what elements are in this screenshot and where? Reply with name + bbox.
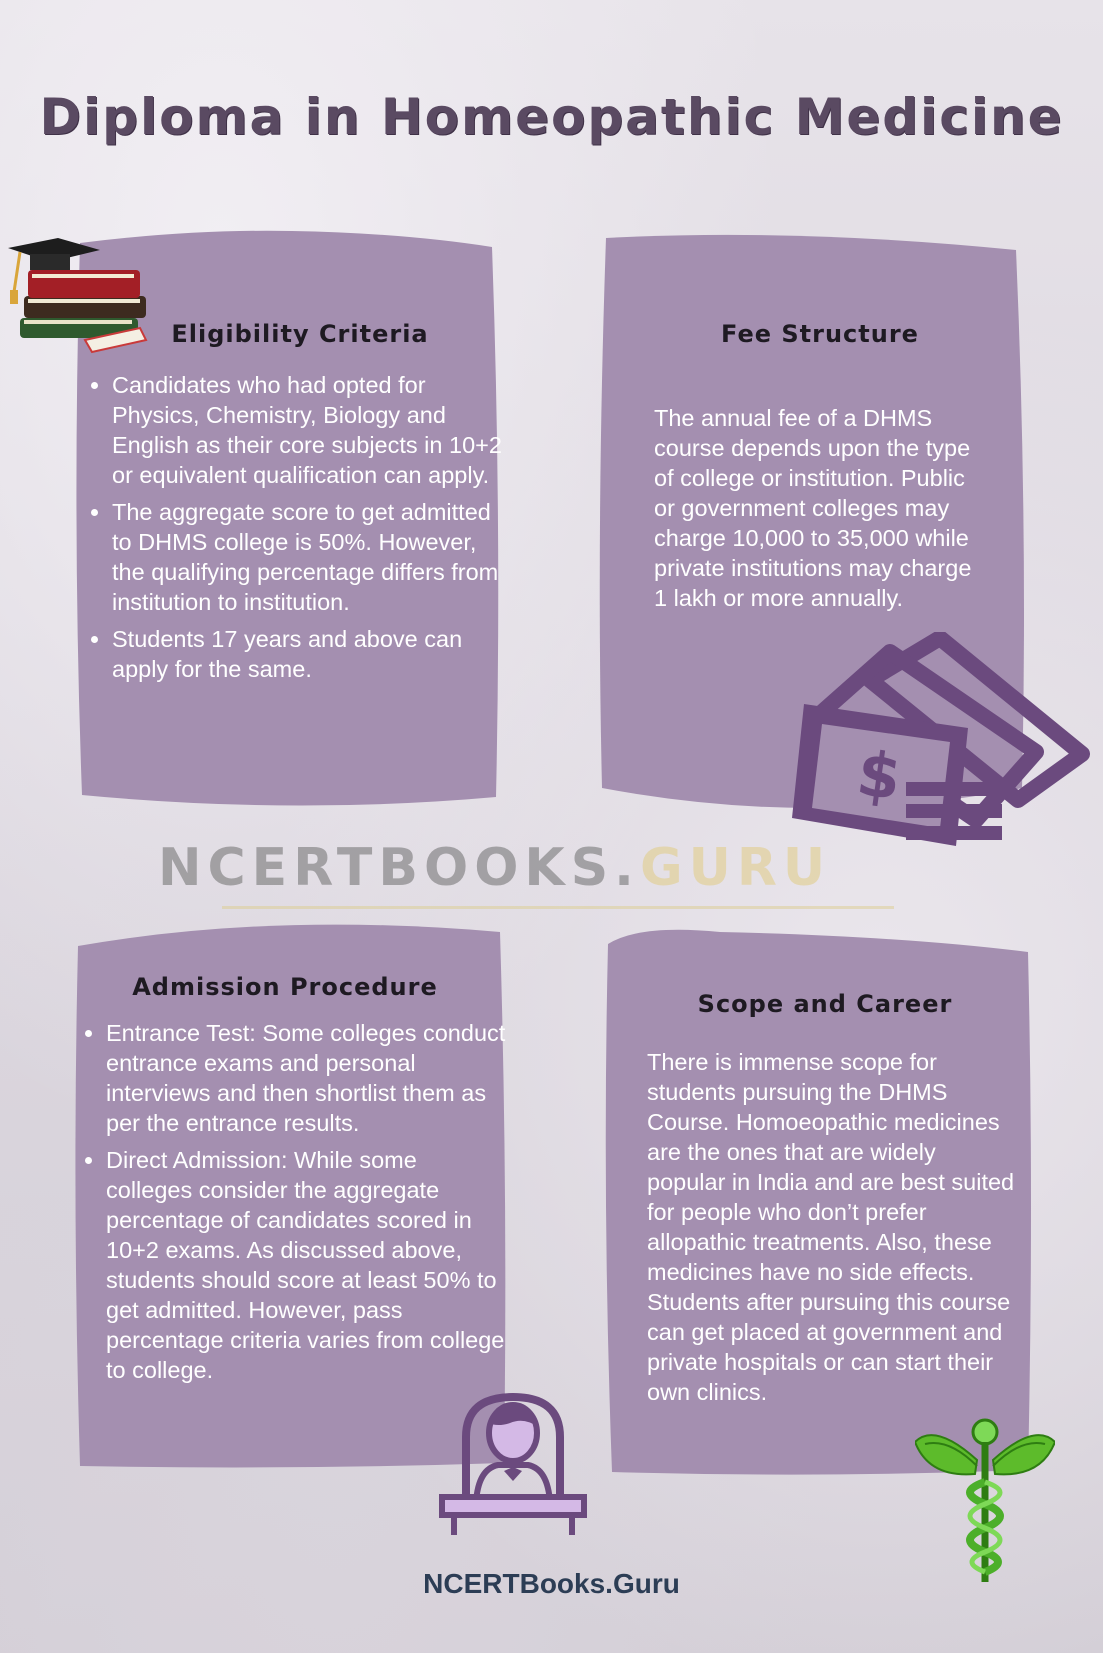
list-item: • Direct Admission: While some colleges consider the aggregate percentage of candidates scored in 10+2 exams. As discussed above, students should score at least 50% to get admitted. However, pass percentage criteria varies from college to college. bbox=[106, 1145, 506, 1385]
list-item: • The aggregate score to get admitted to DHMS college is 50%. However, the qualifying percentage differs from institution to institution. bbox=[112, 497, 502, 617]
books-graduation-cap-icon bbox=[0, 236, 155, 356]
scope-text: There is immense scope for students pursuing the DHMS Course. Homoeopathic medicines are the ones that are widely popular in India and are best suited for people who don’t prefer allopathic treatments. Also, these medicines have no side effects. Students after pursuing this course can get placed at government and private hospitals or can start their own clinics. bbox=[647, 1049, 1015, 1405]
admission-list bbox=[82, 1018, 506, 1392]
eligibility-heading: Eligibility Criteria bbox=[171, 320, 429, 348]
page-title: Diploma in Homeopathic Medicine bbox=[39, 88, 1064, 146]
watermark-underline bbox=[222, 906, 894, 909]
money-bills-icon bbox=[790, 632, 1090, 852]
eligibility-list bbox=[88, 370, 502, 691]
person-at-desk-icon bbox=[438, 1385, 588, 1535]
admission-heading: Admission Procedure bbox=[132, 973, 438, 1001]
caduceus-leaves-icon bbox=[915, 1412, 1055, 1592]
scope-heading: Scope and Career bbox=[697, 990, 953, 1018]
list-item: • Entrance Test: Some colleges conduct entrance exams and personal interviews and then shortlist them as per the entrance results. bbox=[106, 1018, 506, 1138]
footer-brand: NCERTBooks.Guru bbox=[423, 1568, 680, 1599]
fee-heading: Fee Structure bbox=[721, 320, 919, 348]
watermark-accent: GURU bbox=[639, 838, 832, 898]
list-item: • Candidates who had opted for Physics, Chemistry, Biology and English as their core subjects in 10+2 or equivalent qualification can apply. bbox=[112, 370, 502, 490]
fee-text: The annual fee of a DHMS course depends upon the type of college or institution. Public or government colleges may charge 10,000 to 35,000 while private institutions may charge 1 lakh or more annually. bbox=[654, 405, 972, 611]
watermark-main: NCERTBOOKS. bbox=[158, 838, 640, 898]
svg-text:$: $ bbox=[852, 736, 906, 815]
list-item: • Students 17 years and above can apply for the same. bbox=[112, 624, 502, 684]
watermark bbox=[158, 838, 831, 898]
